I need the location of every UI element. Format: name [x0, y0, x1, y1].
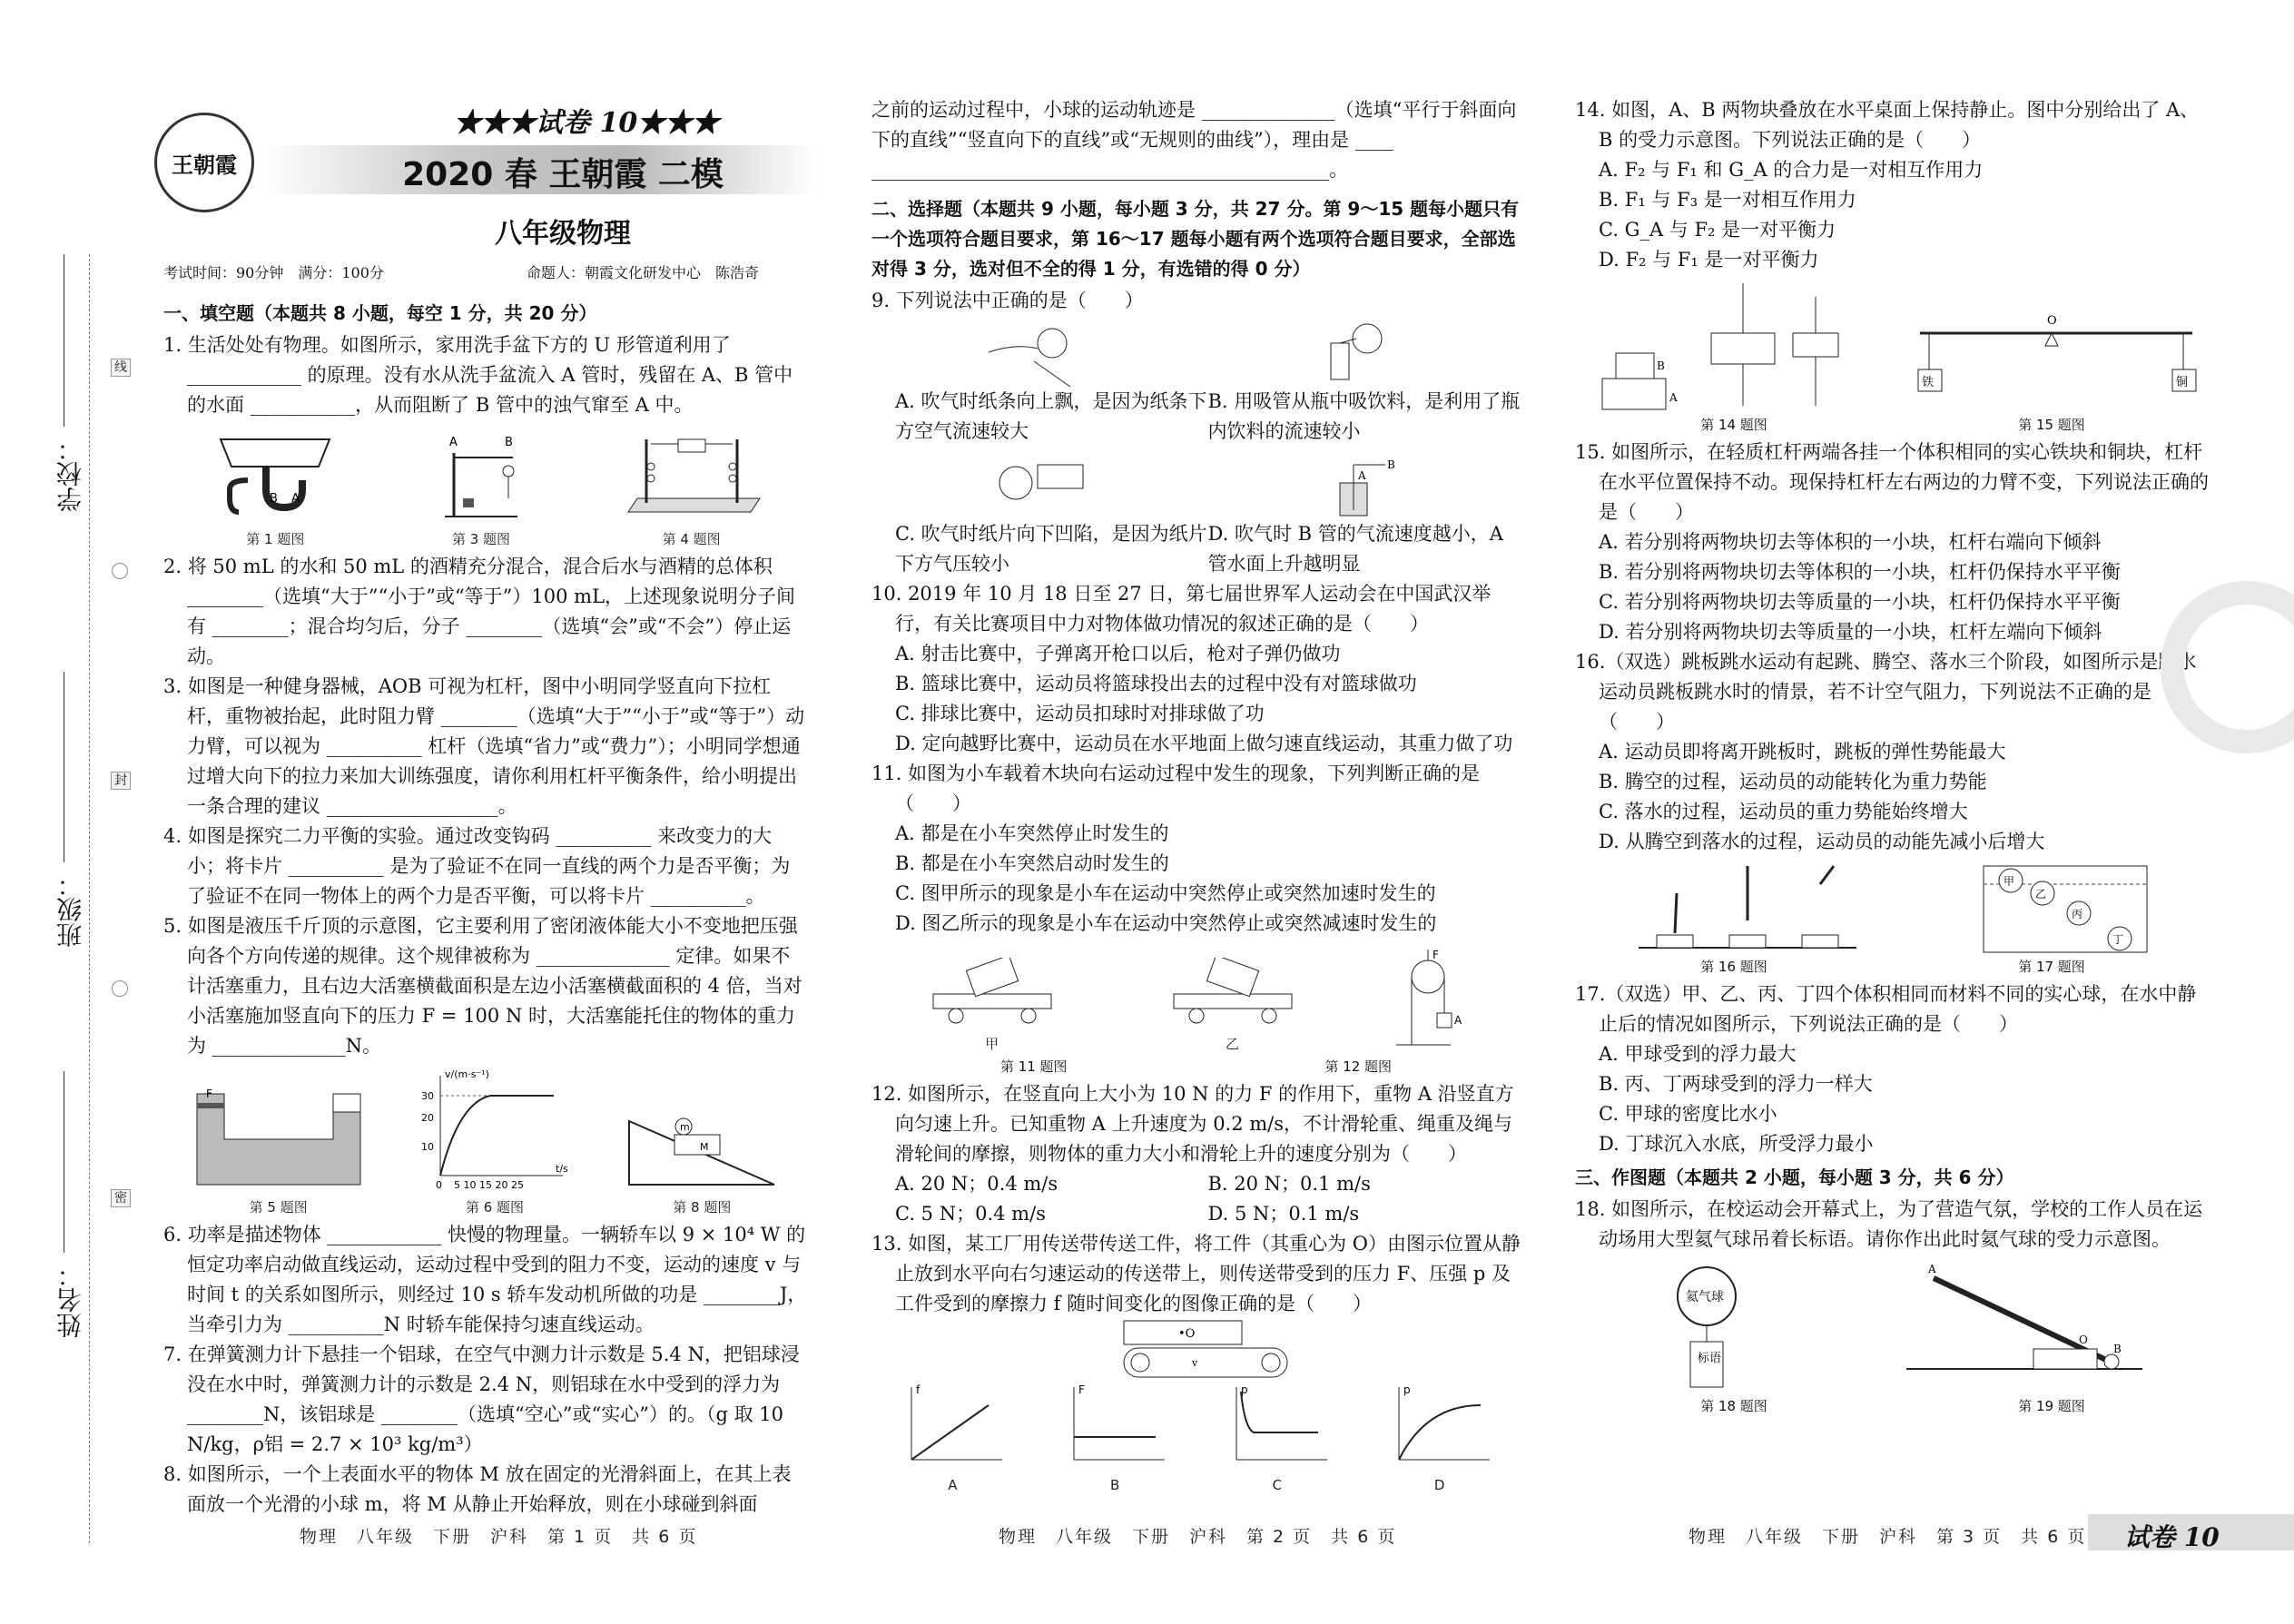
q10-option-b[interactable]: B. 篮球比赛中，运动员将篮球投出去的过程中没有对篮球做功 [895, 673, 1417, 694]
question-14: 14. 如图，A、B 两物块叠放在水平桌面上保持静止。图中分别给出了 A、B 的受力示意图。下列说法正确的是（ ） [1575, 99, 2200, 151]
svg-text:F: F [205, 1088, 212, 1100]
exam-title: 2020 春 王朝霞 二模 [402, 156, 724, 193]
ball-yi: 乙 [2035, 888, 2047, 901]
svg-text:A: A [291, 492, 300, 506]
figure-sink [202, 426, 348, 548]
exam-meta-right: 命题人：朝霞文化研发中心 陈浩奇 [527, 264, 760, 281]
q13-option-c[interactable]: C [1272, 1477, 1283, 1493]
question-16: 16.（双选）跳板跳水运动有起跳、腾空、落水三个阶段，如图所示是跳水运动员跳板跳水时的情景，若不计空气阻力，下列说法不正确的是（ ） [1575, 651, 2197, 733]
q13-graph-d [1385, 1383, 1494, 1493]
q17-option-a[interactable]: A. 甲球受到的浮力最大 [1599, 1043, 1797, 1065]
question-6: 6. 功率是描述物体 ____________ 快慢的物理量。一辆轿车以 9 × 10⁴ W 的恒定功率启动做直线运动，运动过程中受到的阻力不变，运动的速度 v 与时间 t 的关系如图所示，则经过 10 s 轿车发动机所做的功是 ________J，当牵引力为 __________N 时轿车能保持匀速直线运动。 [163, 1224, 807, 1335]
figure-row-11-12 [871, 944, 1521, 1053]
caption-fig5: 第 5 题图 [249, 1199, 308, 1216]
q11-option-a[interactable]: A. 都是在小车突然停止时发生的 [895, 822, 1169, 844]
q16-option-d[interactable]: D. 从腾空到落水的过程，运动员的动能先减小后增大 [1599, 831, 2045, 852]
column-1 [163, 295, 808, 1520]
copper-label: 铜 [2176, 376, 2189, 389]
q11-option-d[interactable]: D. 图乙所示的现象是小车在运动中突然停止或突然减速时发生的 [895, 912, 1437, 934]
q15-option-c[interactable]: C. 若分别将两物块切去等质量的一小块，杠杆仍保持水平平衡 [1599, 591, 2121, 613]
svg-text:20: 20 [420, 1112, 434, 1124]
question-7: 7. 在弹簧测力计下悬挂一个铝球，在空气中测力计示数是 5.4 N，把铝球浸没在水中时，弹簧测力计的示数是 2.4 N，则铝球在水中受到的浮力为 ________N，该铝球是 ________（选填“空心”或“实心”）的。（g 取 10 N/kg，ρ铝 = 2.7 × 10³ kg/m³） [163, 1343, 800, 1455]
q13-graph-b [1060, 1383, 1169, 1493]
section-fill-title: 一、填空题（本题共 8 小题，每空 1 分，共 20 分） [163, 302, 597, 324]
q14-option-d[interactable]: D. F₂ 与 F₁ 是一对平衡力 [1599, 249, 1819, 271]
question-11: 11. 如图为小车载着木块向右运动过程中发生的现象，下列判断正确的是（ ） [871, 763, 1481, 814]
blow-card-figure [980, 447, 1088, 519]
figure-hydraulic [188, 1085, 369, 1216]
q10-option-a[interactable]: A. 射击比赛中，子弹离开枪口以后，枪对子弹仍做功 [895, 643, 1341, 664]
name-label: 姓名： [55, 1262, 85, 1338]
svg-text:v/(m·s⁻¹): v/(m·s⁻¹) [444, 1068, 489, 1080]
class-label: 班级： [55, 871, 85, 948]
q9-figures-bottom [871, 447, 1521, 519]
q12-options-ab [871, 1169, 1521, 1199]
footer-page-2: 物理 八年级 下册 沪科 第 2 页 共 6 页 [999, 1527, 1397, 1547]
question-3: 3. 如图是一种健身器械，AOB 可视为杠杆，图中小明同学竖直向下拉杠杆，重物被抬起，此时阻力臂 ________（选填“大于”“小于”或“等于”）动力臂，可以视为 __________ 杠杆（选填“省力”或“费力”）；小明同学想通过增大向下的拉力来加大训练强度，请你利用杠杆平衡条件，给小明提出一条合理的建议 __________________。 [163, 675, 805, 817]
q12-options-cd [871, 1199, 1521, 1229]
svg-text:B: B [1657, 359, 1665, 372]
binding-strip [0, 0, 145, 1624]
q12-option-b[interactable]: B. 20 N；0.1 m/s [1207, 1173, 1371, 1195]
figure-row-2 [163, 1067, 808, 1216]
question-9: 9. 下列说法中正确的是（ ） [871, 290, 1144, 311]
label-jia: 甲 [984, 1036, 999, 1052]
column-3 [1575, 95, 2210, 1415]
question-5: 5. 如图是液压千斤顶的示意图，它主要利用了密闭液体能大小不变地把压强向各个方向传递的规律。这个规律被称为 ______________ 定律。如果不计活塞重力，且右边大活塞横截面积是左边小活塞横截面积的 4 倍，当对小活塞施加竖直向下的压力 F = 100 N 时，大活塞能托住的物体的重力为 ______________N。 [163, 915, 802, 1057]
question-8-continued: 之前的运动过程中，小球的运动轨迹是 ______________（选填“平行于斜面向下的直线”“竖直向下的直线”或“无规则的曲线”），理由是 ____ ________________________________________________。 [871, 99, 1517, 181]
q15-option-b[interactable]: B. 若分别将两物块切去等体积的一小块，杠杆仍保持水平平衡 [1599, 561, 2121, 583]
stacked-blocks-figure [1575, 279, 1866, 415]
iron-label: 铁 [1922, 376, 1935, 389]
q13-graphs [871, 1383, 1521, 1493]
caption-fig17: 第 17 题图 [2018, 959, 2085, 975]
caption-row-14-15 [1575, 415, 2210, 434]
q17-option-d[interactable]: D. 丁球沉入水底，所受浮力最小 [1599, 1133, 1874, 1155]
seal-line: 线 [111, 359, 131, 377]
conveyor-figure [871, 1319, 1521, 1383]
balloon-label: 氦气球 [1686, 1290, 1724, 1304]
figure-row-1 [163, 426, 808, 548]
svg-text:30: 30 [420, 1090, 434, 1102]
q13-graph-c [1223, 1383, 1332, 1493]
header [154, 100, 808, 281]
q13-option-b[interactable]: B [1109, 1477, 1120, 1493]
figure-row-18-19 [1575, 1260, 2210, 1396]
q14-option-b[interactable]: B. F₁ 与 F₃ 是一对相互作用力 [1599, 189, 1856, 211]
q17-option-b[interactable]: B. 丙、丁两球受到的浮力一样大 [1599, 1073, 1873, 1095]
pivot-label: O [2047, 314, 2057, 328]
q11-option-c[interactable]: C. 图甲所示的现象是小车在运动中突然停止或突然加速时发生的 [895, 882, 1436, 904]
q9-options-ab [871, 387, 1521, 447]
q13-option-d[interactable]: D [1433, 1477, 1445, 1493]
svg-text:10: 10 [420, 1141, 434, 1153]
figure-lever-gym [427, 426, 536, 548]
question-8: 8. 如图所示，一个上表面水平的物体 M 放在固定的光滑斜面上，在其上表面放一个光滑的小球 m，将 M 从静止开始释放，则在小球碰到斜面 [163, 1463, 792, 1515]
lever-iron-copper-figure [1902, 279, 2210, 415]
caption-fig4: 第 4 题图 [662, 531, 721, 547]
footer-page-3: 物理 八年级 下册 沪科 第 3 页 共 6 页 [1689, 1527, 2087, 1547]
caption-fig11: 第 11 题图 [999, 1058, 1068, 1075]
lever-bar-figure [1897, 1260, 2151, 1396]
caption-row-18-19 [1575, 1396, 2210, 1415]
q12-option-a[interactable]: A. 20 N；0.4 m/s [895, 1173, 1058, 1195]
pulley-figure [1396, 950, 1478, 1053]
svg-text:A: A [448, 436, 458, 449]
footer-page-1: 物理 八年级 下册 沪科 第 1 页 共 6 页 [300, 1527, 698, 1547]
corner-exam-tag: 试卷 10 [2088, 1514, 2294, 1550]
svg-text:p: p [1240, 1383, 1248, 1396]
question-13: 13. 如图，某工厂用传送带传送工件，将工件（其重心为 O）由图示位置从静止放到水平向右匀速运动的传送带上，则传送带受到的压力 F、压强 p 及工件受到的摩擦力 f 随时间变化的图像正确的是（ ） [871, 1233, 1521, 1314]
diving-figure [1629, 857, 1866, 957]
svg-text:B: B [2113, 1343, 2122, 1355]
q14-option-a[interactable]: A. F₂ 与 F₁ 和 G_A 的合力是一对相互作用力 [1599, 159, 1984, 181]
q17-option-c[interactable]: C. 甲球的密度比水小 [1599, 1103, 1777, 1125]
svg-text:A: A [1358, 469, 1366, 482]
svg-text:t/s: t/s [555, 1163, 568, 1175]
circle-mark [112, 980, 128, 997]
caption-fig1: 第 1 题图 [246, 531, 305, 547]
balls-in-water-figure [1974, 857, 2156, 957]
seal-seal: 封 [111, 772, 131, 790]
q9-option-a[interactable]: A. 吹气时纸条向上飘，是因为纸条下方空气流速较大 [895, 390, 1207, 442]
q14-option-c[interactable]: C. G_A 与 F₂ 是一对平衡力 [1599, 219, 1836, 241]
exam-number: ★★★试卷 10★★★ [454, 107, 720, 139]
figure-incline [620, 1094, 783, 1216]
straw-drink-figure [1304, 316, 1413, 387]
question-12: 12. 如图所示，在竖直向上大小为 10 N 的力 F 的作用下，重物 A 沿竖直方向匀速上升。已知重物 A 上升速度为 0.2 m/s，不计滑轮重、绳重及绳与滑轮间的摩擦，则物体的重力大小和滑轮上升的速度分别为（ ） [871, 1083, 1514, 1165]
column-2 [871, 95, 1521, 1493]
q16-option-b[interactable]: B. 腾空的过程，运动员的动能转化为重力势能 [1599, 771, 1987, 792]
exam-meta-left: 考试时间：90分钟 满分：100分 [163, 264, 384, 281]
label-yi: 乙 [1225, 1036, 1239, 1052]
caption-fig19: 第 19 题图 [2018, 1398, 2085, 1414]
svg-text:B: B [270, 492, 279, 506]
svg-text:B: B [1387, 458, 1396, 471]
q10-option-c[interactable]: C. 排球比赛中，运动员扣球时对排球做了功 [895, 703, 1265, 724]
cart-jia-figure [915, 958, 1069, 1053]
section-drawing-title: 三、作图题（本题共 2 小题，每小题 3 分，共 6 分） [1575, 1166, 2014, 1188]
svg-text:f: f [916, 1383, 921, 1396]
caption-fig16: 第 16 题图 [1700, 959, 1767, 975]
q15-option-d[interactable]: D. 若分别将两物块切去等质量的一小块，杠杆左端向下倾斜 [1599, 621, 2102, 643]
caption-fig6: 第 6 题图 [465, 1199, 525, 1216]
blow-paper-figure [980, 316, 1088, 387]
svg-text:p: p [1403, 1383, 1411, 1396]
caption-fig14: 第 14 题图 [1700, 417, 1767, 433]
question-17: 17.（双选）甲、乙、丙、丁四个体积相同而材料不同的实心球，在水中静止后的情况如图所示，下列说法正确的是（ ） [1575, 983, 2197, 1035]
question-4: 4. 如图是探究二力平衡的实验。通过改变钩码 __________ 来改变力的大小；将卡片 __________ 是为了验证不在同一直线的两个力是否平衡；为了验证不在同一物体上的两个力是否平衡，可以将卡片 __________。 [163, 825, 791, 907]
svg-text:m: m [680, 1121, 691, 1133]
ball-jia: 甲 [2004, 875, 2015, 888]
circle-mark [112, 563, 128, 579]
balloon-figure [1634, 1260, 1779, 1396]
q12-option-d[interactable]: D. 5 N；0.1 m/s [1207, 1203, 1360, 1225]
school-label: 学校： [55, 436, 85, 512]
svg-text:O: O [2079, 1334, 2088, 1346]
caption-row-16-17 [1575, 957, 2210, 976]
tube-figure [1304, 447, 1413, 519]
pulley-force-label: F [1432, 950, 1439, 961]
q16-option-a[interactable]: A. 运动员即将离开跳板时，跳板的弹性势能最大 [1599, 741, 2006, 763]
q9-options-cd [871, 519, 1521, 579]
ball-bing: 丙 [2072, 908, 2083, 920]
subject-title: 八年级物理 [495, 218, 631, 250]
svg-text:v: v [1191, 1357, 1197, 1369]
caption-fig15: 第 15 题图 [2018, 417, 2085, 433]
svg-text:M: M [700, 1141, 709, 1153]
section-choice-title: 二、选择题（本题共 9 小题，每小题 3 分，共 27 分。第 9～15 题每小题只有一个选项符合题目要求，第 16～17 题每小题有两个选项符合题目要求，全部选对得 3 分，选对但不全的得 1 分，有选错的得 0 分） [871, 198, 1520, 280]
svg-text:0: 0 [435, 1179, 442, 1191]
q10-option-d[interactable]: D. 定向越野比赛中，运动员在水平地面上做匀速直线运动，其重力做了功 [895, 733, 1513, 754]
q12-option-c[interactable]: C. 5 N；0.4 m/s [895, 1203, 1046, 1225]
question-18: 18. 如图所示，在校运动会开幕式上，为了营造气氛，学校的工作人员在运动场用大型氦气球吊着长标语。请你作出此时氦气球的受力示意图。 [1575, 1198, 2203, 1250]
q9-figures-top [871, 316, 1521, 387]
caption-row-11-12 [871, 1057, 1521, 1076]
svg-text:A: A [1669, 391, 1678, 404]
caption-fig3: 第 3 题图 [451, 531, 511, 547]
question-2: 2. 将 50 mL 的水和 50 mL 的酒精充分混合，混合后水与酒精的总体积 ________（选填“大于”“小于”或“等于”）100 mL，上述现象说明分子间有 ________；混合均匀后，分子 ________（选填“会”或“不会”）停止运动。 [163, 556, 796, 667]
question-15: 15. 如图所示，在轻质杠杆两端各挂一个体积相同的实心铁块和铜块，杠杆在水平位置保持不动。现保持杠杆左右两边的力臂不变，下列说法正确的是（ ） [1575, 441, 2209, 523]
q13-graph-a [898, 1383, 1007, 1493]
figure-row-14-15 [1575, 279, 2210, 415]
q9-option-d[interactable]: D. 吹气时 B 管的气流速度越小，A 管水面上升越明显 [1207, 523, 1503, 575]
q13-option-a[interactable]: A [948, 1477, 958, 1493]
cart-yi-figure [1156, 958, 1310, 1053]
svg-text:•O: •O [1177, 1327, 1195, 1341]
q9-option-b[interactable]: B. 用吸管从瓶中吸饮料，是利用了瓶内饮料的流速较小 [1207, 390, 1521, 442]
caption-fig8: 第 8 题图 [673, 1199, 732, 1216]
figure-card-balance [615, 426, 769, 548]
q11-option-b[interactable]: B. 都是在小车突然启动时发生的 [895, 852, 1169, 874]
question-10: 10. 2019 年 10 月 18 日至 27 日，第七届世界军人运动会在中国武汉举行，有关比赛项目中力对物体做功情况的叙述正确的是（ ） [871, 583, 1492, 635]
caption-fig18: 第 18 题图 [1700, 1398, 1767, 1414]
figure-vt-graph [418, 1067, 572, 1216]
figure-row-16-17 [1575, 857, 2210, 957]
svg-text:5 10 15 20 25: 5 10 15 20 25 [453, 1179, 524, 1191]
question-1: 1. 生活处处有物理。如图所示，家用洗手盆下方的 U 形管道利用了 ____________ 的原理。没有水从洗手盆流入 A 管时，残留在 A、B 管中的水面 ___________，从而阻断了 B 管中的浊气窜至 A 中。 [163, 334, 793, 416]
svg-text:B: B [504, 436, 513, 449]
svg-text:F: F [1078, 1383, 1086, 1396]
seal-secret: 密 [111, 1189, 131, 1207]
pulley-weight-label: A [1453, 1014, 1462, 1027]
logo: 王朝霞 [154, 113, 254, 212]
ball-ding: 丁 [2112, 933, 2124, 946]
q15-option-a[interactable]: A. 若分别将两物块切去等体积的一小块，杠杆右端向下倾斜 [1599, 531, 2102, 553]
q16-option-c[interactable]: C. 落水的过程，运动员的重力势能始终增大 [1599, 801, 1968, 822]
svg-text:A: A [1928, 1263, 1936, 1275]
q9-option-c[interactable]: C. 吹气时纸片向下凹陷，是因为纸片下方气压较小 [895, 523, 1207, 575]
caption-fig12: 第 12 题图 [1324, 1058, 1393, 1075]
banner-label: 标语 [1698, 1352, 1722, 1365]
